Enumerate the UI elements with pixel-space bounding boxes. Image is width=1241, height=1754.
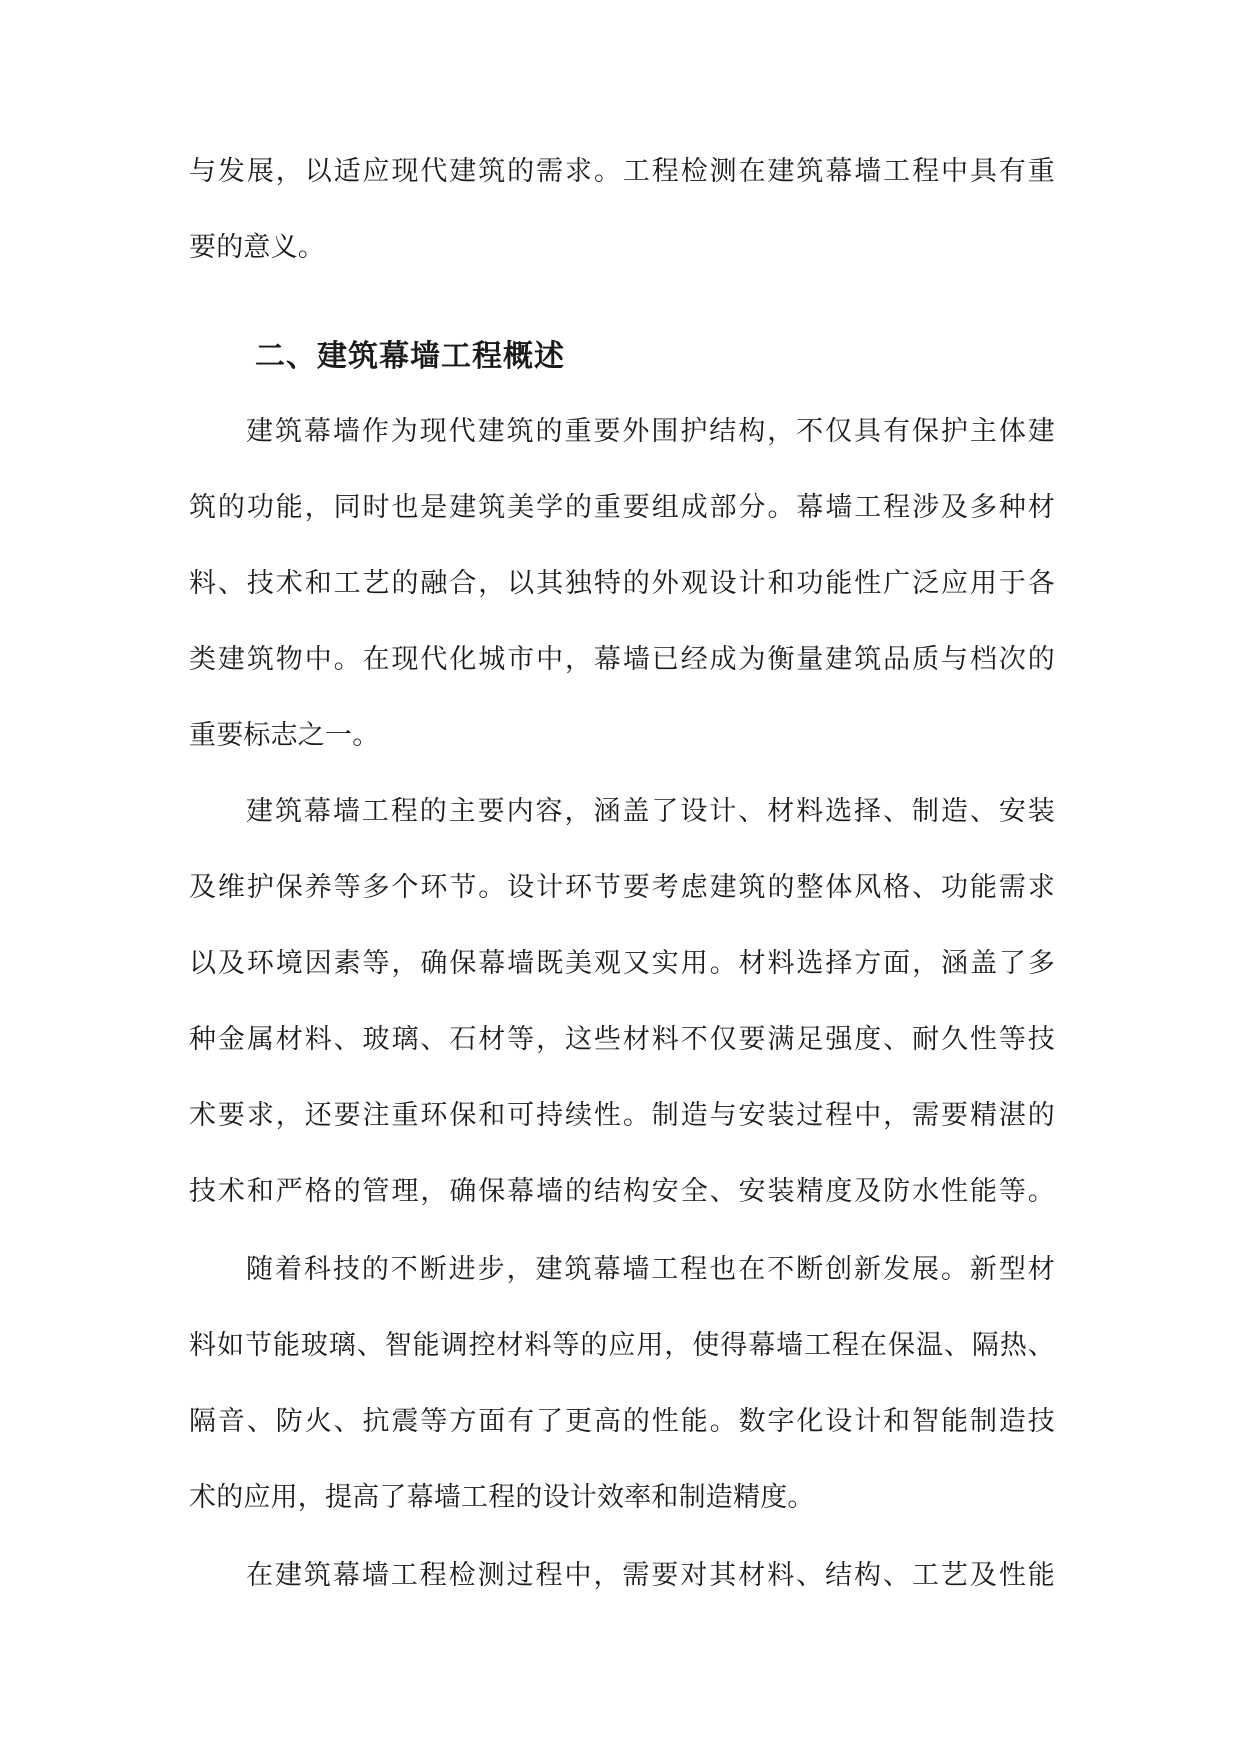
- intro-line-1: 与发展，以适应现代建筑的需求。工程检测在建筑幕墙工程中具有重: [189, 156, 1055, 187]
- paragraph-3-line-2: 料如节能玻璃、智能调控材料等的应用，使得幕墙工程在保温、隔热、: [189, 1330, 1055, 1361]
- paragraph-1-line-4: 类建筑物中。在现代化城市中，幕墙已经成为衡量建筑品质与档次的: [189, 644, 1055, 675]
- paragraph-1-line-5: 重要标志之一。: [189, 720, 380, 751]
- paragraph-3-line-1: 随着科技的不断进步，建筑幕墙工程也在不断创新发展。新型材: [246, 1254, 1055, 1285]
- paragraph-2-line-6: 技术和严格的管理，确保幕墙的结构安全、安装精度及防水性能等。: [189, 1176, 1055, 1207]
- section-heading: 二、建筑幕墙工程概述: [255, 339, 565, 374]
- paragraph-2-line-2: 及维护保养等多个环节。设计环节要考虑建筑的整体风格、功能需求: [189, 872, 1055, 903]
- paragraph-2-line-4: 种金属材料、玻璃、石材等，这些材料不仅要满足强度、耐久性等技: [189, 1024, 1055, 1055]
- paragraph-1-line-2: 筑的功能，同时也是建筑美学的重要组成部分。幕墙工程涉及多种材: [189, 492, 1055, 523]
- paragraph-2-line-3: 以及环境因素等，确保幕墙既美观又实用。材料选择方面，涵盖了多: [189, 948, 1055, 979]
- paragraph-2-line-1: 建筑幕墙工程的主要内容，涵盖了设计、材料选择、制造、安装: [246, 796, 1055, 827]
- intro-line-2: 要的意义。: [189, 232, 325, 263]
- paragraph-4-line-1: 在建筑幕墙工程检测过程中，需要对其材料、结构、工艺及性能: [246, 1560, 1055, 1591]
- paragraph-2-line-5: 术要求，还要注重环保和可持续性。制造与安装过程中，需要精湛的: [189, 1100, 1055, 1131]
- paragraph-1-line-3: 料、技术和工艺的融合，以其独特的外观设计和功能性广泛应用于各: [189, 568, 1055, 599]
- paragraph-3-line-3: 隔音、防火、抗震等方面有了更高的性能。数字化设计和智能制造技: [189, 1406, 1055, 1437]
- paragraph-3-line-4: 术的应用，提高了幕墙工程的设计效率和制造精度。: [189, 1482, 815, 1513]
- paragraph-1-line-1: 建筑幕墙作为现代建筑的重要外围护结构，不仅具有保护主体建: [246, 416, 1055, 447]
